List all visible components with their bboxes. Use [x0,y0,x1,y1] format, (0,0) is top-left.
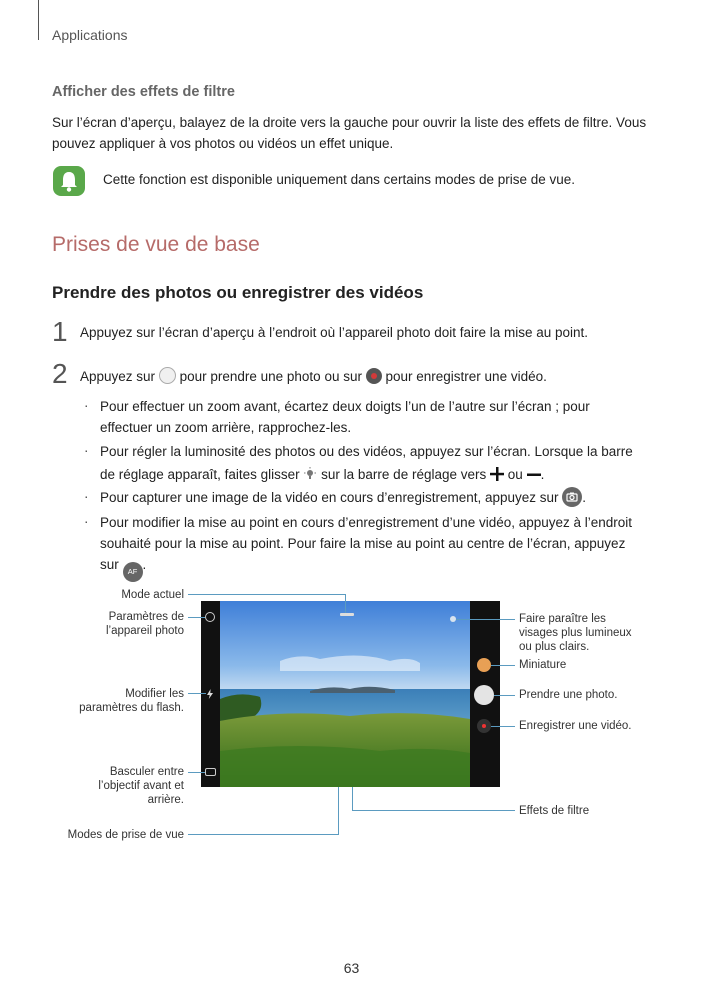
bullet-text: Pour effectuer un zoom avant, écartez deux doigts l’un de l’autre sur l’écran ; pour effectuer un zoom arrière, rapprochez-les. [100,399,590,435]
callout-line [491,665,515,666]
callout-line [338,787,339,835]
label-parametres: Paramètres de l’appareil photo [105,611,184,637]
bullet-text-part: Pour capturer une image de la vidéo en cours d’enregistrement, appuyez sur [100,490,559,505]
record-icon [366,368,382,384]
bullet-text-part: Pour modifier la mise au point en cours d’enregistrement d’une vidéo, appuyez à l’endroit souhaité pour la mise au point. Pour faire la mise au point au centre de l’écran, appuyez sur [100,515,633,572]
thumbnail-icon[interactable] [477,658,491,672]
bullet-text-part: . [582,490,587,505]
note-text: Cette fonction est disponible uniquement dans certains modes de prise de vue. [103,172,576,187]
callout-line [188,693,206,694]
switch-camera-icon[interactable] [205,768,216,776]
bullet-dot: · [84,514,89,529]
section-title: Prises de vue de base [52,233,260,256]
label-video: Enregistrer une vidéo. [519,720,632,732]
step-number: 1 [52,316,68,347]
shutter-icon [159,367,176,384]
bullet-text-part: . [142,557,147,572]
step-text [80,367,547,384]
label-mode-actuel: Mode actuel [121,589,184,601]
step-text-part: pour prendre une photo ou sur [179,369,362,384]
label-photo: Prendre une photo. [519,689,618,701]
callout-line [188,594,345,595]
settings-gear-icon[interactable] [205,612,215,622]
minus-icon [527,462,541,483]
bullet-dot: · [84,489,89,504]
callout-line [456,619,515,620]
bullet-dot: · [84,398,89,413]
step-text-part: pour enregistrer une vidéo. [385,369,547,384]
record-button[interactable] [477,719,491,733]
callout-line [188,772,205,773]
plus-icon [490,466,504,487]
callout-line [188,834,338,835]
callout-line [345,594,346,613]
bullet-text-part: Pour régler la luminosité des photos ou des vidéos, appuyez sur l’écran. Lorsque la barre de réglage apparaît, faites glisser [100,444,633,482]
label-visages: Faire paraître les visages plus lumineux ou plus clairs. [519,613,632,653]
step-text-part: Appuyez sur [80,369,156,384]
callout-line [352,787,353,811]
bullet-text [100,441,645,487]
callout-line [491,726,515,727]
callout-line [352,810,515,811]
bullet-text-part: sur la barre de réglage vers [321,467,487,482]
header-rule [38,0,39,40]
bullet-text-part: . [540,467,545,482]
callout-line [494,695,515,696]
label-basculer: Basculer entre l’objectif avant et arrière. [98,766,184,806]
brightness-icon [303,466,317,480]
label-flash: Modifier les paramètres du flash. [79,688,184,714]
bullet-text [100,512,645,582]
callout-line [188,617,205,618]
bullet-text-part: ou [507,467,523,482]
shutter-button[interactable] [474,685,494,705]
label-effets: Effets de filtre [519,805,590,817]
filter-paragraph: Sur l’écran d’aperçu, balayez de la droite vers la gauche pour ouvrir la liste des effets de filtre. Vous pouvez appliquer à vos photos ou vidéos un effet unique. [52,115,647,151]
section-label: Applications [52,27,128,43]
bell-icon [53,166,85,196]
page-number: 63 [343,960,360,976]
section-subtitle: Prendre des photos ou enregistrer des vidéos [52,283,424,302]
step-number: 2 [52,358,68,389]
current-mode-indicator [340,613,354,616]
camera-preview-image [220,601,470,787]
bullet-text [100,487,645,513]
filter-title: Afficher des effets de filtre [52,84,235,100]
label-miniature: Miniature [519,659,567,671]
label-modes: Modes de prise de vue [67,829,184,841]
step-text: Appuyez sur l’écran d’aperçu à l’endroit où l’appareil photo doit faire la mise au point. [80,325,589,340]
bullet-dot: · [84,443,89,458]
camera-capture-icon [562,487,582,513]
af-icon: AF [123,562,143,582]
